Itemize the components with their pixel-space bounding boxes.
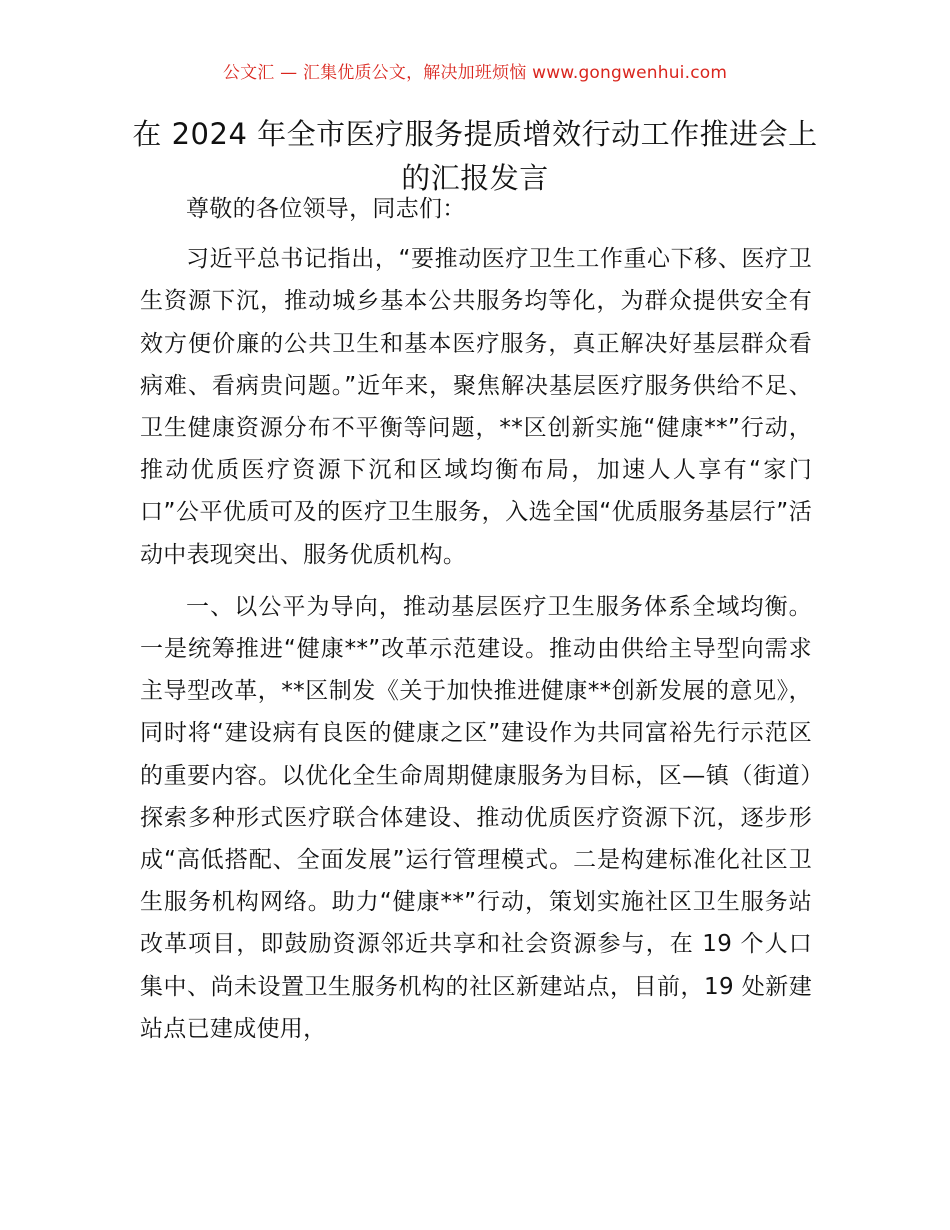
- site-banner: 公文汇 — 汇集优质公文，解决加班烦恼 www.gongwenhui.com: [222, 63, 728, 83]
- document-title: 在 2024 年全市医疗服务提质增效行动工作推进会上的汇报发言: [132, 117, 818, 195]
- paragraph: 习近平总书记指出，“要推动医疗卫生工作重心下移、医疗卫生资源下沉，推动城乡基本公共服务均等化，为群众提供安全有效方便价廉的公共卫生和基本医疗服务，真正解决好基层群众看病难、看病贵问题。”近年来，聚焦解决基层医疗服务供给不足、卫生健康资源分布不平衡等问题，**区创新实施“健康**”行动，推动优质医疗资源下沉和区域均衡布局，加速人人享有“家门口”公平优质可及的医疗卫生服务，入选全国“优质服务基层行”活动中表现突出、服务优质机构。: [140, 246, 812, 568]
- document-body: [140, 188, 812, 1050]
- paragraph: 一、以公平为导向，推动基层医疗卫生服务体系全域均衡。一是统筹推进“健康**”改革示范建设。推动由供给主导型向需求主导型改革，**区制发《关于加快推进健康**创新发展的意见》，同时将“建设病有良医的健康之区”建设作为共同富裕先行示范区的重要内容。以优化全生命周期健康服务为目标，区—镇（街道）探索多种形式医疗联合体建设、推动优质医疗资源下沉，逐步形成“高低搭配、全面发展”运行管理模式。二是构建标准化社区卫生服务机构网络。助力“健康**”行动，策划实施社区卫生服务站改革项目，即鼓励资源邻近共享和社会资源参与，在 19 个人口集中、尚未设置卫生服务机构的社区新建站点，目前，19 处新建站点已建成使用，: [140, 593, 812, 1042]
- salutation: 尊敬的各位领导，同志们：: [186, 196, 466, 222]
